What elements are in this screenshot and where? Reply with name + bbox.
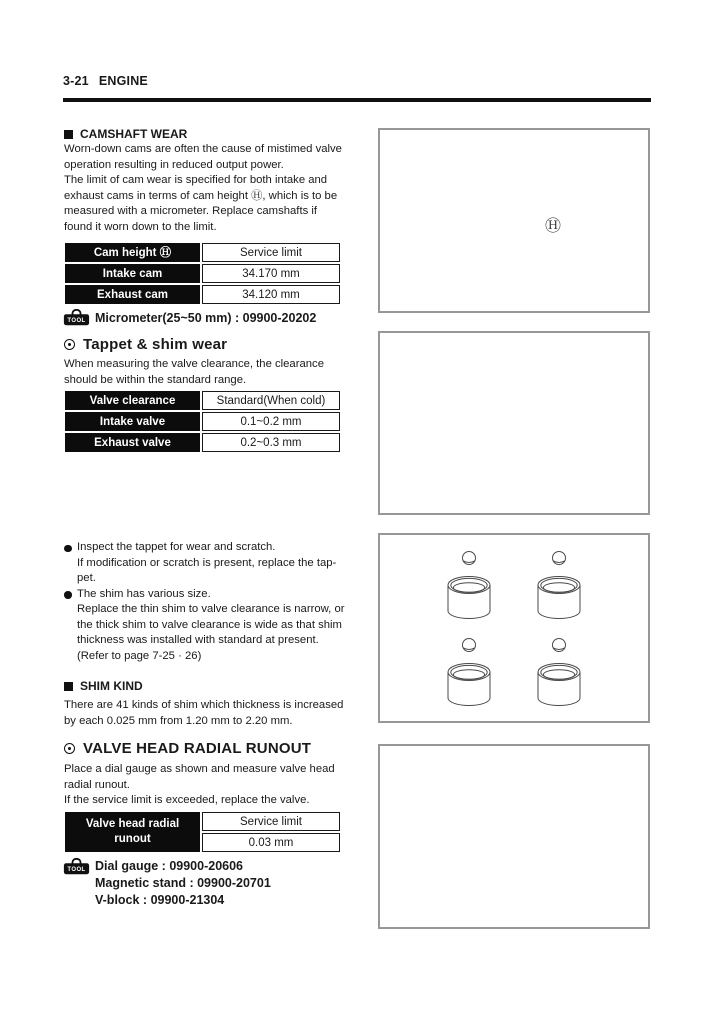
bullet-dot-icon <box>64 545 72 553</box>
spec-cell-label: Intake cam <box>65 264 200 283</box>
list-item-text <box>77 587 364 665</box>
camshaft-wear-heading <box>64 127 187 141</box>
text-line: radial runout. <box>64 778 130 791</box>
tappet-shim-wear-paragraph <box>64 357 324 388</box>
heading-label: VALVE HEAD RADIAL RUNOUT <box>83 740 312 757</box>
text-line: the thick shim to valve clearance is wide as that shim <box>77 618 342 631</box>
text-line: Valve head radial <box>85 818 180 830</box>
camshaft-wear-paragraph <box>64 142 342 235</box>
table-row <box>65 391 340 410</box>
toolbox-icon <box>63 858 90 875</box>
bullet-dot-icon <box>64 591 72 599</box>
valve-head-radial-runout-paragraph <box>64 762 335 809</box>
spec-cell-label: Exhaust valve <box>65 433 200 452</box>
figure-box-shims <box>378 533 650 723</box>
figure-box-camshaft <box>378 128 650 313</box>
spec-cell-label: Valve clearance <box>65 391 200 410</box>
table-row <box>65 433 340 452</box>
spec-cell-label: Cam height Ⓗ <box>65 243 200 262</box>
text-line: Worn-down cams are often the cause of mistimed valve <box>64 143 342 155</box>
spec-cell-value: Standard(When cold) <box>202 391 340 410</box>
spec-cell-value: 0.03 mm <box>202 833 340 852</box>
tappet-drawing <box>448 639 490 706</box>
page-header <box>63 74 148 88</box>
valve-head-radial-runout-heading <box>64 740 311 757</box>
spec-cell-value: 0.1~0.2 mm <box>202 412 340 431</box>
table-row <box>65 243 340 262</box>
text-line: runout <box>114 833 151 845</box>
spec-cell-label: Exhaust cam <box>65 285 200 304</box>
tappet-drawing <box>538 552 580 619</box>
table-row <box>65 285 340 304</box>
toolbox-icon <box>63 309 90 326</box>
tappet-shim-figure <box>380 535 648 721</box>
micrometer-tool-callout <box>63 309 316 326</box>
page-section-title: ENGINE <box>98 74 148 88</box>
text-line: When measuring the valve clearance, the clearance <box>64 358 324 370</box>
page-number: 3-21 <box>63 74 89 88</box>
figure-box-tappet-measure <box>378 331 650 515</box>
text-line: Inspect the tappet for wear and scratch. <box>77 541 276 553</box>
spec-cell-label <box>65 812 200 852</box>
header-rule <box>63 98 651 102</box>
spec-cell-value: 34.170 mm <box>202 264 340 283</box>
text-line: There are 41 kinds of shim which thickness is increased <box>64 699 344 711</box>
text-line: by each 0.025 mm from 1.20 mm to 2.20 mm. <box>64 714 293 727</box>
tool-icon-text: TOOL <box>67 318 86 325</box>
text-line: measured with a micrometer. Replace camshafts if <box>64 205 318 217</box>
heading-label: CAMSHAFT WEAR <box>80 127 188 141</box>
shim-kind-paragraph <box>64 698 343 729</box>
heading-label: Tappet & shim wear <box>83 336 228 353</box>
text-line: pet. <box>77 572 96 584</box>
text-line: The shim has various size. <box>77 587 211 600</box>
spec-cell-value: Service limit <box>202 812 340 831</box>
spec-cell-value: 0.2~0.3 mm <box>202 433 340 452</box>
valve-clearance-table <box>63 389 342 454</box>
tappet-notes-list <box>64 540 364 664</box>
cam-height-figure-label: Ⓗ <box>545 216 562 235</box>
text-line: exhaust cams in terms of cam height Ⓗ, which is to be <box>64 189 338 202</box>
text-line: If modification or scratch is present, replace the tap- <box>77 556 337 569</box>
text-line: operation resulting in reduced output power. <box>64 158 284 171</box>
runout-tools-callout <box>63 858 271 909</box>
text-line: Dial gauge : 09900-20606 <box>95 859 243 873</box>
circle-dot-bullet-icon <box>64 743 75 754</box>
heading-label: SHIM KIND <box>80 679 143 693</box>
spec-cell-label: Intake valve <box>65 412 200 431</box>
tool-label: Micrometer(25~50 mm) : 09900-20202 <box>95 311 317 325</box>
list-item <box>64 540 364 587</box>
tool-label-list <box>95 858 271 909</box>
cam-height-table <box>63 241 342 306</box>
text-line: Replace the thin shim to valve clearance is narrow, or <box>77 603 345 615</box>
text-line: The limit of cam wear is specified for both intake and <box>64 174 328 186</box>
table-row <box>65 812 340 831</box>
text-line: V-block : 09900-21304 <box>95 893 225 907</box>
shim-kind-heading <box>64 679 143 693</box>
spec-cell-value: 34.120 mm <box>202 285 340 304</box>
text-line: If the service limit is exceeded, replace the valve. <box>64 794 310 806</box>
list-item-text <box>77 540 364 587</box>
square-bullet-icon <box>64 130 73 139</box>
valve-head-runout-table <box>63 810 342 854</box>
tappet-drawing <box>538 639 580 706</box>
text-line: (Refer to page 7-25 · 26) <box>77 649 202 662</box>
text-line: found it worn down to the limit. <box>64 220 217 233</box>
text-line: thickness was installed with standard at present. <box>77 634 319 646</box>
text-line: Place a dial gauge as shown and measure valve head <box>64 763 335 775</box>
text-line: should be within the standard range. <box>64 373 247 386</box>
list-item <box>64 587 364 665</box>
table-row <box>65 412 340 431</box>
table-row <box>65 264 340 283</box>
square-bullet-icon <box>64 682 73 691</box>
figure-box-runout-measure <box>378 744 650 929</box>
text-line: Magnetic stand : 09900-20701 <box>95 876 271 890</box>
circle-dot-bullet-icon <box>64 339 75 350</box>
tappet-shim-wear-heading <box>64 336 227 353</box>
spec-cell-value: Service limit <box>202 243 340 262</box>
tappet-drawing <box>448 552 490 619</box>
tool-icon-text: TOOL <box>67 867 86 874</box>
